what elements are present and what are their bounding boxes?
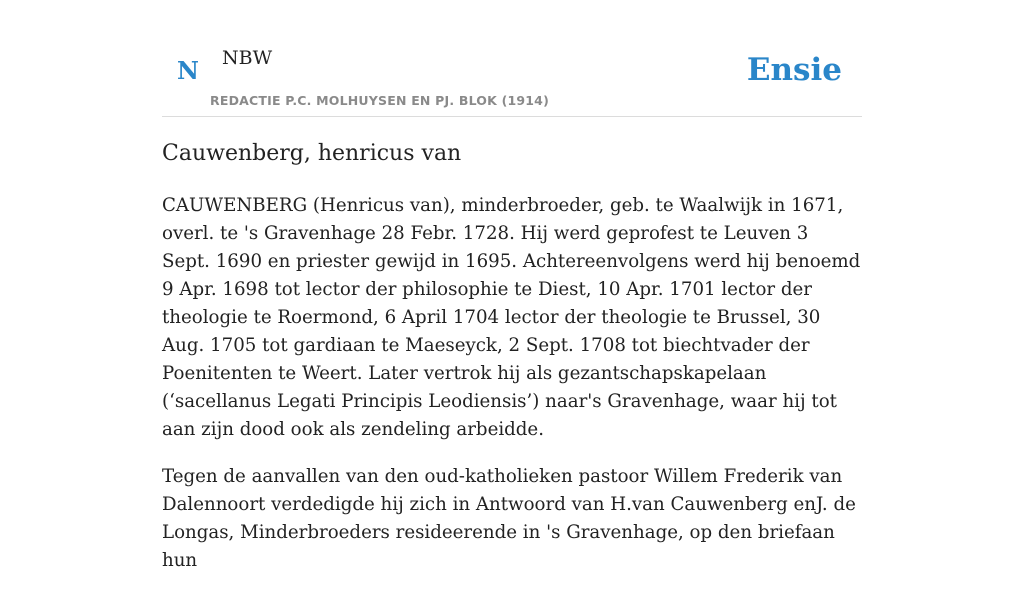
source-subtitle: REDACTIE P.C. MOLHUYSEN EN PJ. BLOK (1914) [210, 93, 549, 108]
ensie-logo[interactable]: Ensie [746, 52, 842, 88]
brand-name[interactable]: NBW [222, 47, 273, 69]
article-paragraph: Tegen de aanvallen van den oud-katholieken pastoor Willem Frederik van Dalennoort verdedigde hij zich in Antwoord van H.van Cauwenberg enJ. de Longas, Minderbroeders resideerende in 's Gravenhage, op den briefaan hun [162, 466, 856, 571]
article-paragraph: CAUWENBERG (Henricus van), minderbroeder, geb. te Waalwijk in 1671, overl. te 's Gravenhage 28 Febr. 1728. Hij werd geprofest te Leuven 3 Sept. 1690 en priester gewijd in 1695. Achtereenvolgens werd hij benoemd 9 Apr. 1698 tot lector der philosophie te Diest, 10 Apr. 1701 lector der theologie te Roermond, 6 April 1704 lector der theologie te Brussel, 30 Aug. 1705 tot gardiaan te Maeseyck, 2 Sept. 1708 tot biechtvader der Poenitenten te Weert. Later vertrok hij als gezantschapskapelaan (‘sacellanus Legati Principis Leodiensis’) naar's Gravenhage, waar hij tot aan zijn dood ook als zendeling arbeidde. [162, 195, 861, 440]
nbw-logo-icon[interactable]: N [177, 56, 199, 85]
page-title: Cauwenberg, henricus van [162, 141, 462, 166]
header [162, 0, 862, 117]
page [162, 0, 862, 571]
article-body [162, 192, 862, 594]
